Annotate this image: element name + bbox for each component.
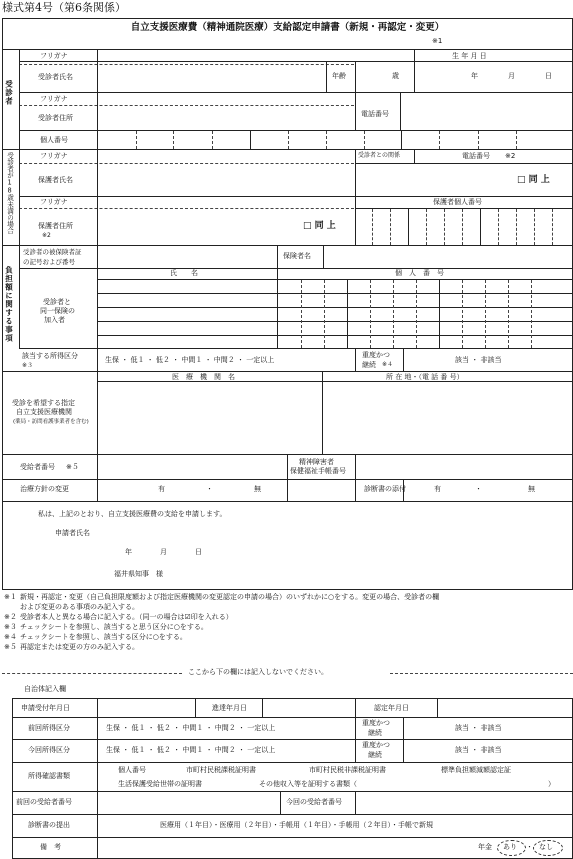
handbook-label-1: 精神障害者: [299, 458, 334, 466]
institution-label-2: 自立支援医療機関: [16, 408, 72, 416]
received-date-label: 申請受付年月日: [21, 704, 70, 712]
cutline-left: [2, 673, 182, 674]
patient-address-furigana: フリガナ: [40, 95, 68, 103]
dob-label: 生 年 月 日: [452, 52, 487, 60]
curr-income-options[interactable]: 生保 ・ 低１ ・ 低２ ・ 中間１ ・ 中間２ ・ 一定以上: [106, 746, 276, 754]
note-1b-text: および変更のある事項のみ記入する。: [20, 603, 139, 611]
income-note: ※３: [22, 362, 34, 369]
guardian-phone-note: ※2: [505, 152, 516, 160]
prev-severe-1: 重度かつ: [362, 719, 390, 727]
pension-no: なし: [539, 843, 553, 851]
guardian-phone-label: 電話番号: [462, 152, 490, 160]
prev-income-options[interactable]: 生保 ・ 低１ ・ 低２ ・ 中間１ ・ 中間２ ・ 一定以上: [106, 724, 276, 732]
docs-tax-cert[interactable]: 市町村民税課税証明書: [186, 766, 256, 774]
patient-section-label: 受診者: [4, 80, 14, 106]
insurer-label: 保険者名: [283, 252, 311, 260]
applicant-label: 申請者氏名: [55, 529, 90, 537]
institution-address-col: 所 在 地・（電 話 番 号）: [386, 373, 464, 381]
note-3-mark: ※３: [4, 623, 17, 631]
note-1-mark: ※１: [4, 593, 17, 601]
members-name-col: 氏 名: [170, 269, 198, 277]
cutline-text: ここから下の欄には記入しないでください。: [188, 668, 328, 676]
curr-severe-options[interactable]: 該当 ・ 非該当: [455, 746, 502, 754]
dob-month: 月: [508, 72, 515, 80]
members-label-2: 同一保険の: [40, 307, 75, 315]
institution-label-3: (薬局・訪問看護事業者を含む): [13, 419, 89, 425]
note-2-text: 受診者本人と異なる場合に記入する。（同一の場合は☑印を入れる）: [20, 613, 233, 621]
guardian-relation-label: 受診者との関係: [358, 152, 401, 159]
docs-label: 所得確認書類: [28, 772, 70, 780]
age-label: 年齢: [332, 72, 346, 80]
declaration-year: 年: [125, 548, 132, 556]
note-3-text: チェックシートを参照し、該当すると思う区分に○をする。: [20, 623, 208, 631]
guardian-mynumber-label: 保護者個人番号: [433, 198, 482, 206]
addressee: 福井県知事 様: [114, 570, 163, 578]
guardian-same-checkbox[interactable]: □ 同 上: [517, 175, 550, 185]
insurance-label-2: の記号および番号: [23, 258, 75, 266]
members-label-1: 受診者と: [43, 298, 71, 306]
note-2-mark: ※２: [4, 613, 17, 621]
insurance-label-1: 受診者の被保険者証: [23, 248, 82, 256]
diag-submit-options[interactable]: 医療用（１年目）・医療用（２年目）・手帳用（１年目）・手帳用（２年目）・手帳で新規: [160, 821, 433, 829]
patient-name-label: 受診者氏名: [38, 73, 73, 81]
form-title: 自立支援医療費（精神通院医療）支給認定申請書（新規・再認定・変更）: [130, 22, 445, 33]
curr-income-label: 今回所得区分: [28, 746, 70, 754]
treatment-dot: ・: [206, 485, 213, 493]
burden-section-label: 負担額に関する事項: [4, 266, 14, 343]
note-1-text: 新規・再認定・変更（自己負担限度額および指定医療機関の変更認定の申請の場合）のいずれかに○をする。変更の場合、受診者の欄: [20, 593, 440, 601]
income-label: 該当する所得区分: [22, 352, 78, 360]
prev-severe-options[interactable]: 該当 ・ 非該当: [455, 724, 502, 732]
guardian-address-label: 保護者住所: [38, 222, 73, 230]
dob-year: 年: [471, 72, 478, 80]
diagnosis-yes[interactable]: 有: [434, 485, 441, 493]
note-4-text: チェックシートを参照し、該当する区分に○をする。: [20, 633, 187, 641]
treatment-no[interactable]: 無: [254, 485, 261, 493]
age-unit: 歳: [392, 72, 399, 80]
patient-address-label: 受診者住所: [38, 114, 73, 122]
diag-submit-label: 診断書の提出: [28, 821, 70, 829]
curr-severe-2: 継続: [368, 751, 382, 759]
docs-other-close: ）: [548, 780, 555, 788]
patient-phone-label: 電話番号: [361, 110, 389, 118]
guardian-furigana-label: フリガナ: [40, 152, 68, 160]
declaration-text: 私は、上記のとおり、自立支援医療費の支給を申請します。: [38, 510, 227, 518]
recipient-label: 受給者番号: [20, 463, 55, 471]
docs-mynumber[interactable]: 個人番号: [118, 766, 146, 774]
curr-severe-1: 重度かつ: [362, 741, 390, 749]
guardian-address-note: ※2: [42, 232, 51, 239]
docs-reduction-cert[interactable]: 標準負担額減額認定証: [441, 766, 511, 774]
treatment-label: 治療方針の変更: [20, 485, 69, 493]
pension-yes: あり: [503, 843, 517, 851]
note-5-text: 再認定または変更の方のみ記入する。: [20, 643, 139, 651]
note-4-mark: ※４: [4, 633, 17, 641]
severe-label-1: 重度かつ: [362, 351, 390, 359]
form-id: 様式第4号（第6条関係）: [2, 1, 126, 14]
members-label-3: 加入者: [44, 316, 65, 324]
guardian-section-label: 受診者が18歳未満の場合: [5, 152, 14, 234]
progress-date-label: 進達年月日: [212, 704, 247, 712]
members-mynumber-col: 個 人 番 号: [395, 269, 444, 277]
approved-date-label: 認定年月日: [374, 704, 409, 712]
recipient-note: ※５: [66, 463, 79, 471]
diagnosis-label: 診断書の添付: [364, 485, 406, 493]
office-title: 自治体記入欄: [24, 685, 66, 693]
diagnosis-dot: ・: [475, 485, 482, 493]
institution-name-col: 医 療 機 関 名: [172, 373, 235, 381]
prev-severe-2: 継続: [368, 729, 382, 737]
note1-mark: ※1: [432, 37, 443, 45]
income-options[interactable]: 生保 ・ 低１ ・ 低２ ・ 中間１ ・ 中間２ ・ 一定以上: [105, 356, 275, 364]
prev-income-label: 前回所得区分: [28, 724, 70, 732]
prev-recipient-label: 前回の受給者番号: [16, 798, 72, 806]
declaration-month: 月: [160, 548, 167, 556]
handbook-label-2: 保健福祉手帳番号: [290, 467, 346, 475]
treatment-yes[interactable]: 有: [158, 485, 165, 493]
docs-welfare-cert[interactable]: 生活保護受給世帯の証明書: [118, 780, 202, 788]
docs-nontax-cert[interactable]: 市町村民税非課税証明書: [309, 766, 386, 774]
severe-label-2: 継続: [362, 361, 376, 369]
note-5-mark: ※５: [4, 643, 17, 651]
severe-options[interactable]: 該当 ・ 非該当: [455, 356, 502, 364]
declaration-day: 日: [195, 548, 202, 556]
diagnosis-no[interactable]: 無: [528, 485, 535, 493]
pension-dot: ・: [526, 843, 533, 851]
docs-other-income[interactable]: その他収入等を証明する書類（: [259, 780, 357, 788]
guardian-address-furigana: フリガナ: [40, 198, 68, 206]
dob-day: 日: [545, 72, 552, 80]
guardian-name-label: 保護者氏名: [38, 176, 73, 184]
severe-note: ※４: [382, 361, 394, 368]
pension-label: 年金: [478, 843, 492, 851]
cutline-right: [390, 673, 573, 674]
institution-label-1: 受診を希望する指定: [12, 399, 75, 407]
patient-mynumber-label: 個人番号: [40, 136, 68, 144]
patient-furigana-label: フリガナ: [40, 52, 68, 60]
main-form: [2, 18, 573, 590]
remarks-label: 備 考: [40, 843, 61, 851]
guardian-same2-checkbox[interactable]: □ 同 上: [303, 221, 336, 231]
curr-recipient-label: 今回の受給者番号: [286, 798, 342, 806]
